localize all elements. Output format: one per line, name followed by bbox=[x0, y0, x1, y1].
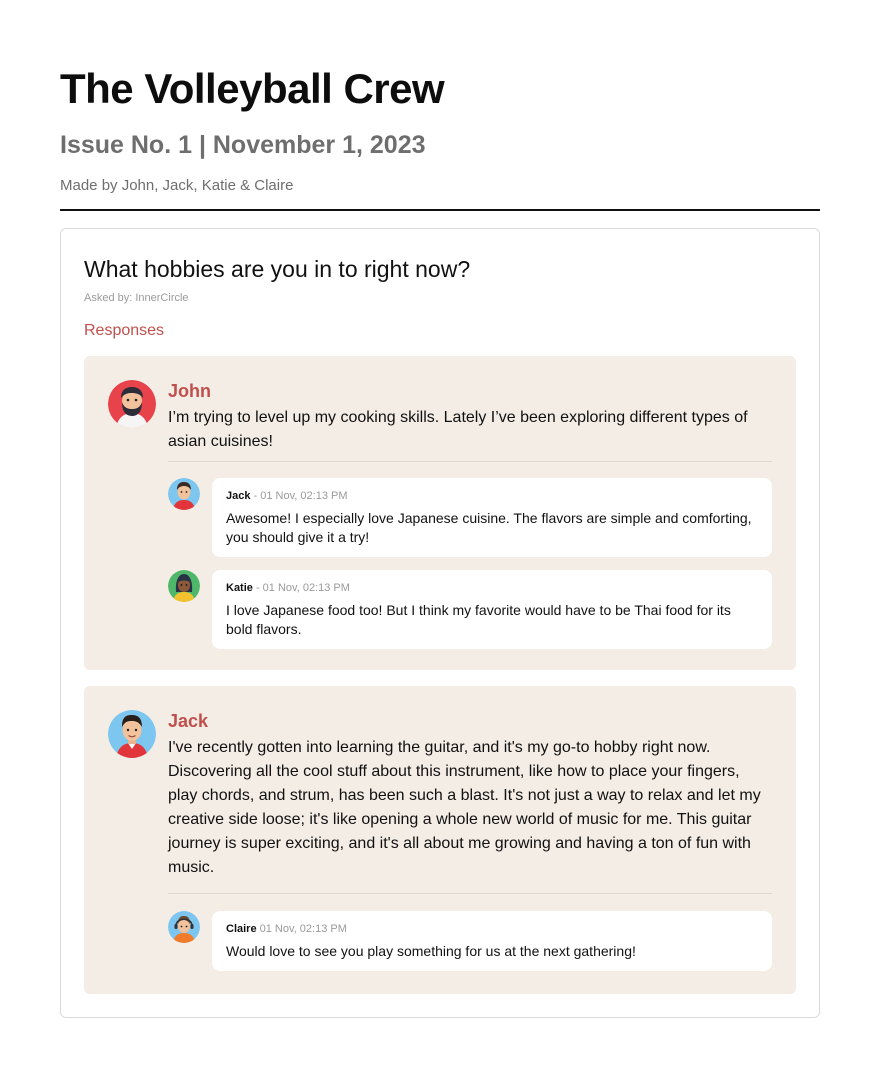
response-card bbox=[84, 356, 796, 670]
comment-text: Awesome! I especially love Japanese cuisine. The flavors are simple and comforting, you should give it a try! bbox=[226, 510, 752, 545]
comment-author: Jack bbox=[226, 490, 251, 502]
woman-headphones-avatar-icon bbox=[168, 911, 200, 943]
man-avatar-icon bbox=[108, 710, 156, 758]
comment-author: Claire bbox=[226, 923, 257, 935]
comment-bubble bbox=[212, 570, 772, 649]
comment-author: Katie bbox=[226, 582, 253, 594]
asked-by: Asked by: InnerCircle bbox=[84, 292, 189, 304]
comment-text: I love Japanese food too! But I think my favorite would have to be Thai food for its bold flavors. bbox=[226, 602, 731, 637]
response-author: Jack bbox=[168, 711, 209, 731]
comment-time: - 01 Nov, 02:13 PM bbox=[250, 490, 348, 502]
issue-line: Issue No. 1 | November 1, 2023 bbox=[60, 131, 426, 159]
response-divider bbox=[168, 893, 772, 894]
comment-text: Would love to see you play something for us at the next gathering! bbox=[226, 943, 636, 959]
response-text: I've recently gotten into learning the guitar, and it's my go-to hobby right now. Discovering all the cool stuff about this instrument, like how to place your fingers, play chords, and strum, has been such a blast. It's not just a way to relax and let my creative side loose; it's like opening a whole new world of music for me. This guitar journey is super exciting, and it's all about me growing and having a ton of fun with music. bbox=[168, 739, 761, 876]
comment-time: - 01 Nov, 02:13 PM bbox=[252, 582, 350, 594]
response-author: John bbox=[168, 381, 211, 401]
question-title: What hobbies are you in to right now? bbox=[84, 256, 471, 282]
bearded-man-avatar-icon bbox=[108, 380, 156, 428]
response-text: I’m trying to level up my cooking skills. Lately I’ve been exploring different types of asian cuisines! bbox=[168, 409, 748, 450]
man-avatar-icon bbox=[168, 478, 200, 510]
question-card bbox=[60, 228, 820, 1018]
comment-time: 01 Nov, 02:13 PM bbox=[256, 923, 347, 935]
comment-bubble bbox=[212, 911, 772, 971]
header-divider bbox=[60, 209, 820, 211]
comment-bubble bbox=[212, 478, 772, 557]
response-card bbox=[84, 686, 796, 994]
newsletter-title: The Volleyball Crew bbox=[60, 65, 445, 112]
makers-line: Made by John, Jack, Katie & Claire bbox=[60, 177, 294, 194]
woman-avatar-icon bbox=[168, 570, 200, 602]
response-divider bbox=[168, 461, 772, 462]
responses-label: Responses bbox=[84, 322, 165, 339]
